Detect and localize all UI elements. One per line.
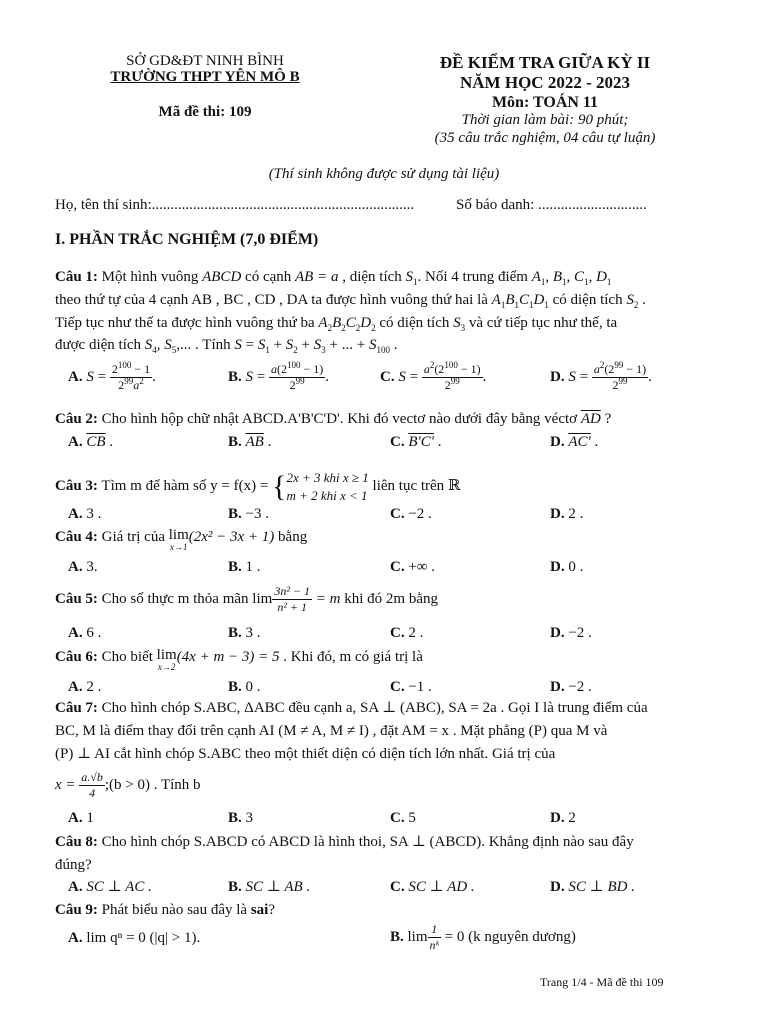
q1-option-b[interactable]: B. S = $\frac{a(2^{100} - 1)}{2^{99}}$ . [228, 360, 329, 392]
q1-line2: theo thứ tự của 4 cạnh AB , BC , CD , DA ta được hình vuông thứ hai là $A_1B_1C_1D_1$ có diện tích $S_2$ . [55, 292, 646, 310]
q1-option-d[interactable]: D. S = $\frac{a^2(2^{99} - 1)}{2^{99}}$ . [550, 360, 652, 392]
q1-option-a[interactable]: A. S = $\frac{2^{100} - 1}{2^{99}a^2}$ . [68, 360, 156, 392]
q2-option-d[interactable]: D. AC' . [550, 434, 599, 450]
q6-option-d[interactable]: D. −2 . [550, 679, 592, 695]
exam-title: ĐỀ KIỂM TRA GIỮA KỲ II [439, 53, 651, 72]
q7-option-d[interactable]: D. 2 [550, 810, 576, 826]
exam-code: Mã đề thi: 109 [158, 104, 252, 120]
exam-structure: (35 câu trắc nghiệm, 04 câu tự luận) [434, 130, 656, 146]
q8-option-d[interactable]: D. SC ⊥ BD . [550, 879, 635, 895]
exam-note: (Thí sinh không được sử dụng tài liệu) [268, 166, 500, 182]
q3-option-a[interactable]: A. 3 . [68, 506, 102, 522]
q8-line1: Câu 8: Cho hình chóp S.ABCD có ABCD là hình thoi, SA ⊥ (ABCD). Khẳng định nào sau đây [55, 834, 634, 850]
q9-option-a[interactable]: A. lim qⁿ = 0 (|q| > 1). [68, 930, 201, 946]
q1-line3: Tiếp tục như thế ta được hình vuông thứ ba $A_2B_2C_2D_2$ có diện tích $S_3$ và cứ tiếp tục như thế, ta [55, 315, 618, 333]
q8-option-b[interactable]: B. SC ⊥ AB . [228, 879, 311, 895]
school-name: TRƯỜNG THPT YÊN MÔ B [110, 69, 300, 85]
q3-stem: Câu 3: Tìm m để hàm số y = f(x) = { 2x + 3 khi x ≥ 1 m + 2 khi x < 1 liên tục trên ℝ [55, 469, 461, 503]
q2-option-b[interactable]: B. $\overline{AB}$ . [228, 434, 272, 450]
page-footer: Trang 1/4 - Mã đề thi 109 [540, 975, 664, 989]
q5-stem: Câu 5: Cho số thực m thỏa mãn lim $\frac{\text{3n² − 1}}{\text{n² + 1}}$ = m khi đó 2m bằng [55, 584, 438, 614]
q2-option-c[interactable]: C. B'C' . [390, 434, 442, 450]
q9-option-b[interactable]: B. lim $\frac{1}{\text{nᵏ}}$ = 0 (k nguyên dương) [390, 922, 576, 952]
subject: Môn: TOÁN 11 [491, 94, 599, 111]
q4-option-b[interactable]: B. 1 . [228, 559, 261, 575]
q8-line2: đúng? [55, 857, 92, 873]
q7-option-c[interactable]: C. 5 [390, 810, 416, 826]
q7-line3: (P) ⊥ AI cắt hình chóp S.ABC theo một thiết diện có diện tích lớn nhất. Giá trị của [55, 746, 556, 762]
q3-option-c[interactable]: C. −2 . [390, 506, 432, 522]
q2-option-a[interactable]: A. $\overline{CB}$ . [68, 434, 114, 450]
q4-option-d[interactable]: D. 0 . [550, 559, 584, 575]
q7-line2: BC, M là điểm thay đổi trên cạnh AI (M ≠ A, M ≠ I) , đặt AM = x . Mặt phẳng (P) qua M và [55, 723, 608, 739]
q1-line1: Câu 1: Một hình vuông ABCD có cạnh AB = a , diện tích $S_1$. Nối 4 trung điểm $A_1$, $B_1$, $C_1$, $D_1$ [55, 269, 612, 287]
q8-option-a[interactable]: A. SC ⊥ AC . [68, 879, 152, 895]
q5-option-b[interactable]: B. 3 . [228, 625, 261, 641]
q8-option-c[interactable]: C. SC ⊥ AD . [390, 879, 475, 895]
q2-stem: Câu 2: Cho hình hộp chữ nhật ABCD.A'B'C'D'. Khi đó vectơ nào dưới đây bằng véctơ $\overline{AD}$ ? [55, 411, 612, 427]
school-year: NĂM HỌC 2022 - 2023 [460, 73, 630, 92]
candidate-name-line: Họ, tên thí sinh:...................................................................... [55, 197, 415, 213]
time-limit: Thời gian làm bài: 90 phút; [461, 112, 629, 128]
q9-stem: Câu 9: Phát biểu nào sau đây là sai? [55, 902, 275, 918]
q4-option-a[interactable]: A. 3. [68, 559, 98, 575]
q7-line1: Câu 7: Cho hình chóp S.ABC, ΔABC đều cạnh a, SA ⊥ (ABC), SA = 2a . Gọi I là trung điểm của [55, 700, 648, 716]
q1-line4: được diện tích $S_4$, $S_5$,... . Tính $S = S_1 + S_2 + S_3$ + ... + $S_{100}$ . [55, 337, 398, 355]
q7-option-b[interactable]: B. 3 [228, 810, 254, 826]
dept-name: SỞ GD&ĐT NINH BÌNH [126, 53, 284, 69]
candidate-id-line: Số báo danh: ............................. [456, 197, 647, 213]
q4-stem: Câu 4: Giá trị của lim x→1 (2x² − 3x + 1) bằng [55, 527, 308, 552]
q6-option-a[interactable]: A. 2 . [68, 679, 102, 695]
q7-option-a[interactable]: A. 1 [68, 810, 94, 826]
q4-option-c[interactable]: C. +∞ . [390, 559, 435, 575]
q1-label: Câu 1: [55, 269, 98, 285]
section-title: I. PHẦN TRẮC NGHIỆM (7,0 ĐIỂM) [55, 231, 319, 248]
q3-option-d[interactable]: D. 2 . [550, 506, 584, 522]
q3-option-b[interactable]: B. −3 . [228, 506, 269, 522]
q6-stem: Câu 6: Cho biết lim x→2 (4x + m − 3) = 5 . Khi đó, m có giá trị là [55, 647, 423, 672]
q6-option-b[interactable]: B. 0 . [228, 679, 261, 695]
q5-option-c[interactable]: C. 2 . [390, 625, 424, 641]
q6-option-c[interactable]: C. −1 . [390, 679, 432, 695]
q5-option-d[interactable]: D. −2 . [550, 625, 592, 641]
q5-option-a[interactable]: A. 6 . [68, 625, 102, 641]
q1-option-c[interactable]: C. S = $\frac{a^2(2^{100} - 1)}{2^{99}}$ . [380, 360, 487, 392]
q7-line4: x = $\frac{a.√b}{4}$ ;(b > 0) . Tính b [55, 770, 201, 800]
